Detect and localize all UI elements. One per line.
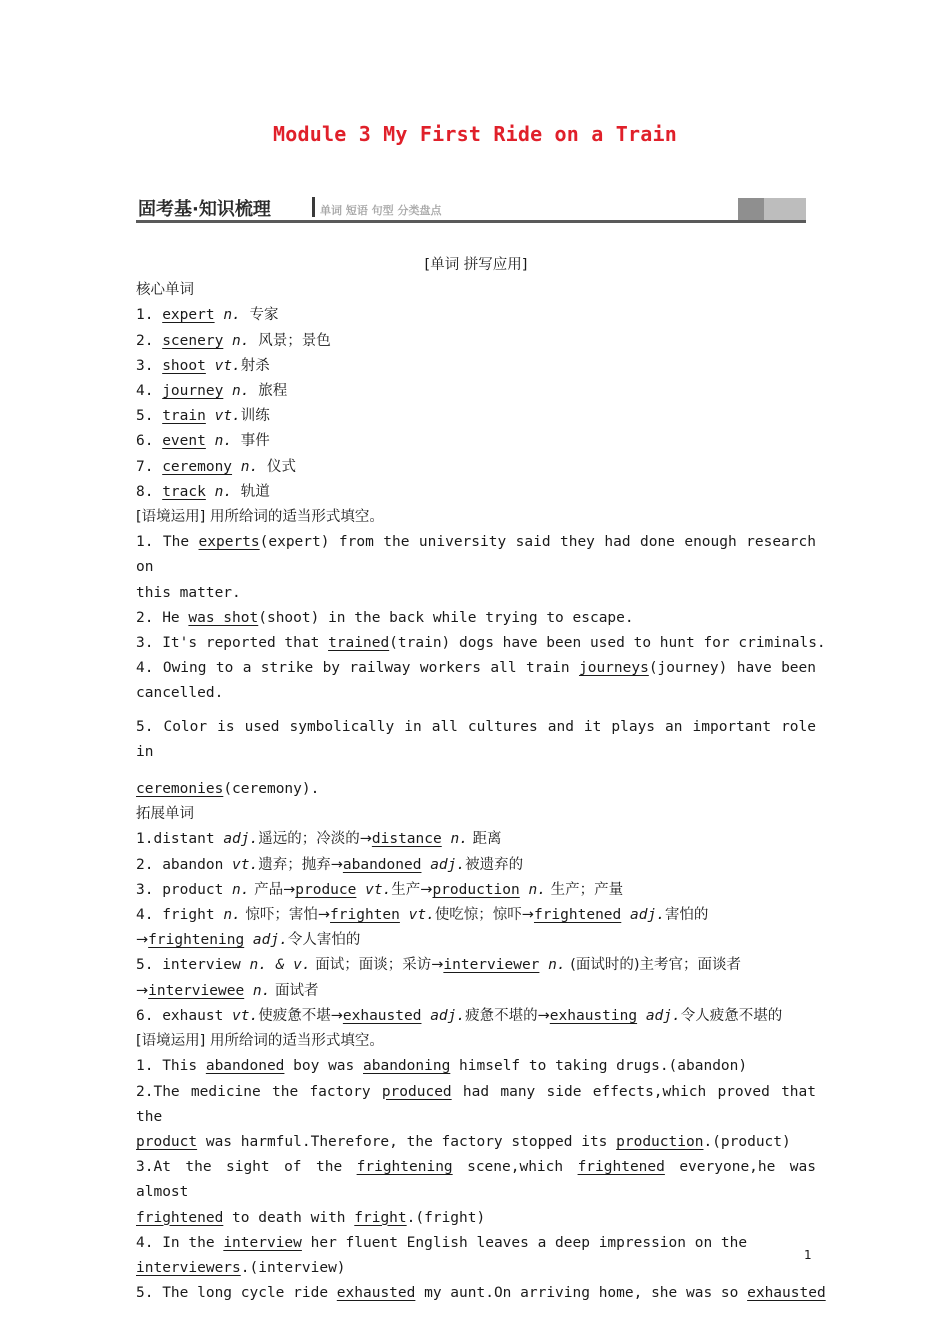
list-item: 6. event n. 事件: [136, 433, 270, 450]
exercise-line: 2.The medicine the factory produced had many side effects,which proved that the: [136, 1083, 816, 1125]
banner-subtitle: 单词 短语 句型 分类盘点: [320, 204, 442, 217]
exercise-line: 3. It's reported that trained(train) dogs have been used to hunt for criminals.: [136, 635, 826, 652]
banner-separator: [312, 197, 315, 217]
list-item: 3. shoot vt.射杀: [136, 357, 270, 374]
exercise-line: product was harmful.Therefore, the factory stopped its production.(product): [136, 1133, 791, 1150]
exercise-line: ceremonies(ceremony).: [136, 781, 320, 798]
context-instruction-2: [语境运用] 用所给词的适当形式填空。: [136, 1033, 384, 1050]
exercise-line: 5. The long cycle ride exhausted my aunt.On arriving home, she was so exhausted: [136, 1285, 826, 1302]
exercise-line: 5. Color is used symbolically in all cultures and it plays an important role in: [136, 718, 816, 760]
core-word-list: [136, 303, 816, 505]
extended-word-list: [136, 827, 816, 1029]
exercise-line: 1. The experts(expert) from the university said they had done enough research on: [136, 534, 816, 576]
exercise-line: frightened to death with fright.(fright): [136, 1209, 486, 1226]
section-title: [单词 拼写应用]: [424, 257, 528, 273]
page-title: Module 3 My First Ride on a Train: [273, 122, 677, 146]
banner-underline: [136, 220, 806, 223]
list-item: 3. product n. 产品→produce vt.生产→production n. 生产；产量: [136, 881, 624, 898]
exercise-line: 4. Owing to a strike by railway workers all train journeys(journey) have been: [136, 660, 816, 677]
exercise-line: 4. In the interview her fluent English leaves a deep impression on the: [136, 1234, 748, 1251]
document-body: [136, 253, 826, 1306]
extended-exercises: [136, 1054, 826, 1306]
core-exercises: [136, 530, 826, 802]
list-item: 2. abandon vt.遗弃；抛弃→abandoned adj.被遗弃的: [136, 856, 524, 873]
list-item: 5. interview n. & v. 面试；面谈；采访→interviewer n. (面试时的)主考官；面谈者: [136, 957, 742, 974]
exercise-line: interviewers.(interview): [136, 1259, 346, 1276]
list-item: →interviewee n. 面试者: [136, 982, 319, 999]
list-item: 7. ceremony n. 仪式: [136, 458, 296, 475]
banner-gray-block-light: [764, 198, 806, 220]
banner-gray-block-dark: [738, 198, 764, 220]
list-item: 8. track n. 轨道: [136, 483, 270, 500]
exercise-line: 3.At the sight of the frightening scene,which frightened everyone,he was almost: [136, 1159, 816, 1201]
list-item: 4. journey n. 旅程: [136, 383, 288, 400]
exercise-line: this matter.: [136, 584, 241, 601]
exercise-line: 1. This abandoned boy was abandoning himself to taking drugs.(abandon): [136, 1058, 748, 1075]
list-item: 2. scenery n. 风景；景色: [136, 332, 331, 349]
section-banner: [136, 193, 806, 223]
context-instruction: [语境运用] 用所给词的适当形式填空。: [136, 509, 384, 526]
banner-title: 固考基·知识梳理: [138, 199, 271, 220]
extended-words-heading: 拓展单词: [136, 806, 194, 823]
list-item: 6. exhaust vt.使疲惫不堪→exhausted adj.疲惫不堪的→exhausting adj.令人疲惫不堪的: [136, 1007, 783, 1024]
list-item: 1. expert n. 专家: [136, 307, 279, 324]
page-number: 1: [804, 1248, 812, 1262]
list-item: 4. fright n. 惊吓；害怕→frighten vt.使吃惊；惊吓→frightened adj.害怕的: [136, 907, 709, 924]
exercise-line: cancelled.: [136, 685, 224, 702]
core-words-heading: 核心单词: [136, 282, 194, 299]
list-item: 5. train vt.训练: [136, 408, 270, 425]
exercise-line: 2. He was shot(shoot) in the back while trying to escape.: [136, 609, 634, 626]
list-item: →frightening adj.令人害怕的: [136, 932, 361, 949]
list-item: 1.distant adj.遥远的；冷淡的→distance n. 距离: [136, 831, 502, 848]
